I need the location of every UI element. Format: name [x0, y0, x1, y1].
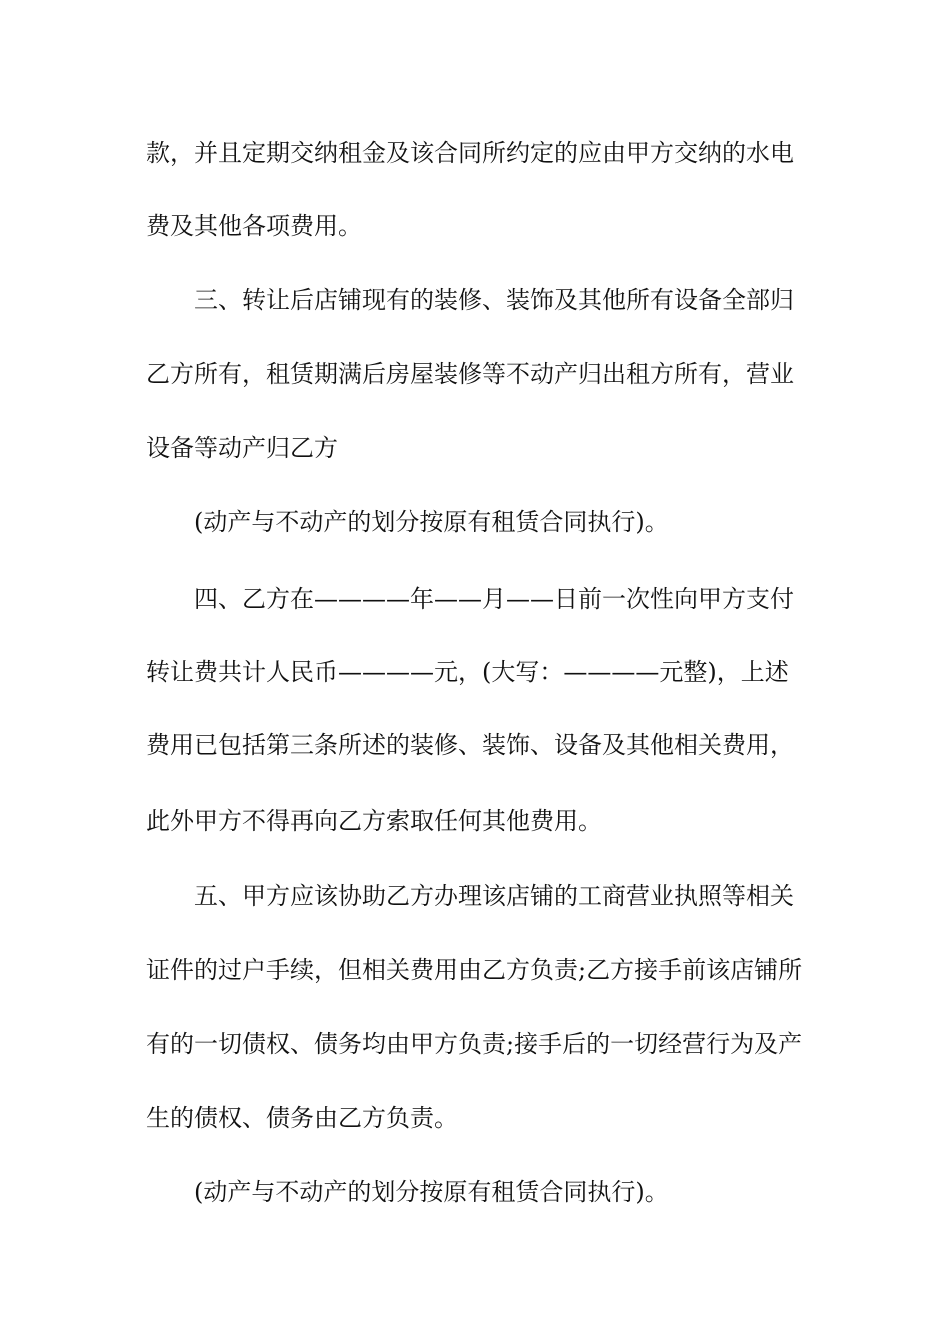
clause-3-line-2: 乙方所有，租赁期满后房屋装修等不动产归出租方所有，营业 — [146, 360, 794, 388]
text-line-2: 费及其他各项费用。 — [146, 212, 362, 240]
note-line-1: (动产与不动产的划分按原有租赁合同执行)。 — [194, 508, 669, 536]
note-line-2: (动产与不动产的划分按原有租赁合同执行)。 — [194, 1178, 669, 1206]
clause-4-line-2: 转让费共计人民币————元，(大写：————元整)，上述 — [146, 658, 789, 686]
clause-4-line-1: 四、乙方在————年——月——日前一次性向甲方支付 — [194, 585, 794, 613]
clause-3-line-3: 设备等动产归乙方 — [146, 434, 338, 462]
text-line-1: 款，并且定期交纳租金及该合同所约定的应由甲方交纳的水电 — [146, 139, 794, 167]
clause-5-line-2: 证件的过户手续，但相关费用由乙方负责;乙方接手前该店铺所 — [146, 956, 803, 984]
clause-3-line-1: 三、转让后店铺现有的装修、装饰及其他所有设备全部归 — [194, 286, 794, 314]
clause-5-line-3: 有的一切债权、债务均由甲方负责;接手后的一切经营行为及产 — [146, 1030, 803, 1058]
clause-4-line-4: 此外甲方不得再向乙方索取任何其他费用。 — [146, 807, 602, 835]
clause-5-line-1: 五、甲方应该协助乙方办理该店铺的工商营业执照等相关 — [194, 882, 794, 910]
clause-5-line-4: 生的债权、债务由乙方负责。 — [146, 1104, 458, 1132]
clause-4-line-3: 费用已包括第三条所述的装修、装饰、设备及其他相关费用， — [146, 731, 794, 759]
